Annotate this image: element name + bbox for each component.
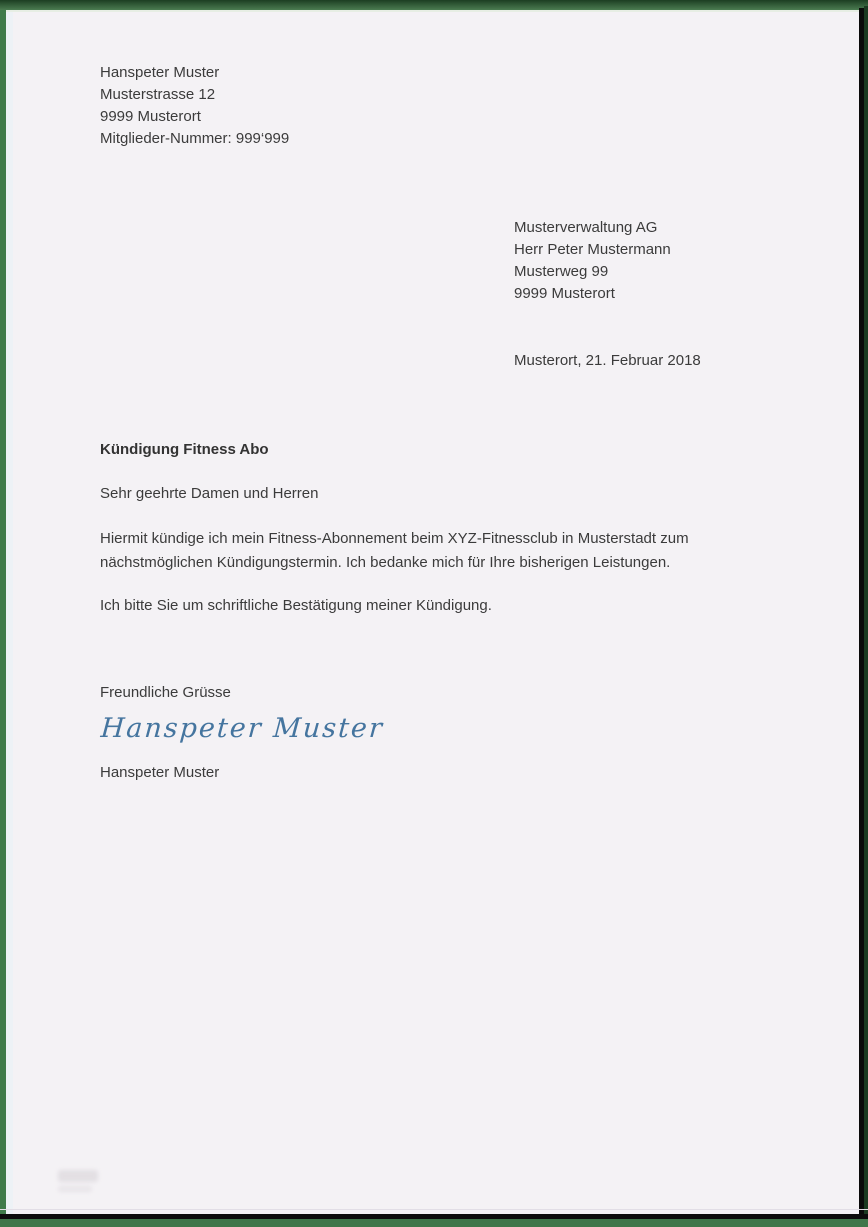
frame-left-highlight [6,12,13,1215]
closing-line: Freundliche Grüsse [100,684,231,701]
subject-line: Kündigung Fitness Abo [100,441,269,458]
sender-city: 9999 Musterort [100,108,201,125]
body-paragraph: Hiermit kündige ich mein Fitness-Abonnement beim XYZ-Fitnessclub in Musterstadt zum nächstmöglichen Kündigungstermin. Ich bedanke mich für Ihre bisherigen Leistungen. [100,530,689,571]
sender-member-number: Mitglieder-Nummer: 999‘999 [100,130,290,147]
frame-bottom-border [0,1219,868,1227]
recipient-city: 9999 Musterort [514,285,615,302]
frame-top-highlight [0,10,868,12]
signature-printed-name: Hanspeter Muster [100,764,220,781]
recipient-company: Musterverwaltung AG [514,219,658,236]
frame-top-border [0,0,868,10]
recipient-street: Musterweg 99 [514,263,609,280]
frame-bottom-highlight [0,1209,868,1210]
faint-footer-smudge [58,1186,92,1192]
faint-footer-smudge [58,1170,98,1182]
body-paragraph: Ich bitte Sie um schriftliche Bestätigung meiner Kündigung. [100,597,492,614]
handwritten-signature: Hanspeter Muster [99,713,385,744]
recipient-name: Herr Peter Mustermann [514,241,671,258]
sender-name: Hanspeter Muster [100,64,220,81]
recipient-address-block [514,217,671,305]
sender-street: Musterstrasse 12 [100,86,216,103]
salutation-line: Sehr geehrte Damen und Herren [100,485,319,502]
frame-right-border [864,6,868,1227]
date-line: Musterort, 21. Februar 2018 [514,352,701,369]
sender-address-block [100,62,289,150]
